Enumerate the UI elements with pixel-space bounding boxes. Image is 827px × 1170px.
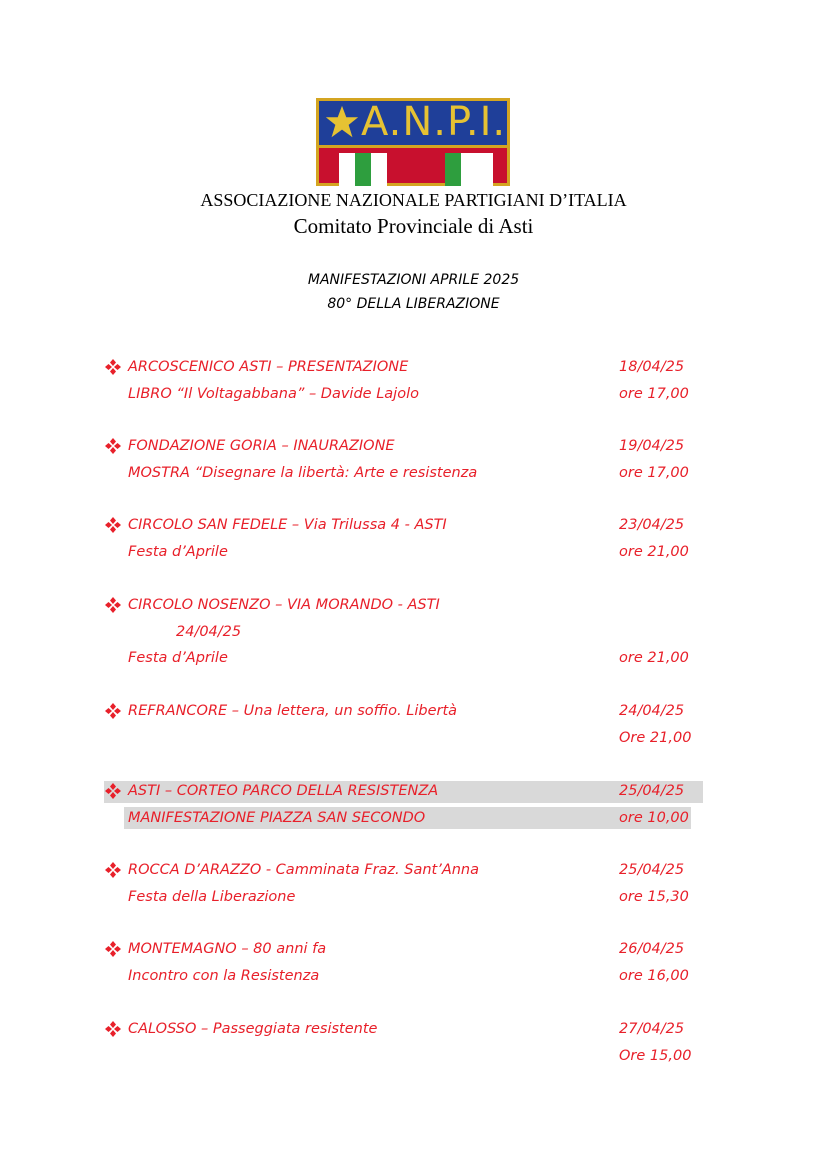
event-date: 25/04/25 <box>619 783 685 799</box>
event-detail: Festa d’Aprile <box>128 544 228 560</box>
document-title: MANIFESTAZIONI APRILE 2025 <box>307 272 520 288</box>
event-time: ore 21,00 <box>619 650 689 666</box>
event-date: 23/04/25 <box>619 517 685 533</box>
event-date: 27/04/25 <box>619 1021 685 1037</box>
event-title: ROCCA D’ARAZZO - Camminata Fraz. Sant’Anna <box>128 862 480 878</box>
event-title: CALOSSO – Passeggiata resistente <box>128 1021 378 1037</box>
event-title: CIRCOLO NOSENZO – VIA MORANDO - ASTI <box>128 597 440 613</box>
event-date: 18/04/25 <box>619 359 685 375</box>
star-icon <box>323 103 361 141</box>
committee-name: Comitato Provinciale di Asti <box>293 214 534 238</box>
event-date: 26/04/25 <box>619 941 685 957</box>
four-diamond-bullet-icon <box>104 516 122 534</box>
four-diamond-bullet-icon <box>104 782 122 800</box>
event-time: ore 10,00 <box>619 810 689 826</box>
four-diamond-bullet-icon <box>104 861 122 879</box>
four-diamond-bullet-icon <box>104 358 122 376</box>
event-time: Ore 21,00 <box>619 730 692 746</box>
event-time: ore 17,00 <box>619 465 689 481</box>
event-detail: Festa d’Aprile <box>128 650 228 666</box>
italian-flag-icon <box>339 153 387 186</box>
event-time: Ore 15,00 <box>619 1048 692 1064</box>
logo-text: A.N.P.I. <box>361 99 507 145</box>
organization-name: ASSOCIAZIONE NAZIONALE PARTIGIANI D’ITALIA <box>200 190 627 210</box>
four-diamond-bullet-icon <box>104 1020 122 1038</box>
logo-flag-band <box>319 145 507 183</box>
event-detail: Festa della Liberazione <box>128 889 296 905</box>
event-time: ore 21,00 <box>619 544 689 560</box>
event-title: REFRANCORE – Una lettera, un soffio. Libertà <box>128 703 458 719</box>
four-diamond-bullet-icon <box>104 702 122 720</box>
event-date: 25/04/25 <box>619 862 685 878</box>
anpi-logo <box>316 98 510 186</box>
italian-flag-icon <box>445 153 493 186</box>
event-detail: LIBRO “Il Voltagabbana” – Davide Lajolo <box>128 386 419 402</box>
event-date: 24/04/25 <box>176 624 242 640</box>
event-detail: MOSTRA “Disegnare la libertà: Arte e resistenza <box>128 465 478 481</box>
event-time: ore 17,00 <box>619 386 689 402</box>
event-date: 19/04/25 <box>619 438 685 454</box>
logo-top-band <box>319 101 507 145</box>
four-diamond-bullet-icon <box>104 596 122 614</box>
four-diamond-bullet-icon <box>104 940 122 958</box>
document-subtitle: 80° DELLA LIBERAZIONE <box>327 296 500 312</box>
event-detail: MANIFESTAZIONE PIAZZA SAN SECONDO <box>128 810 426 826</box>
event-time: ore 16,00 <box>619 968 689 984</box>
event-title: FONDAZIONE GORIA – INAURAZIONE <box>128 438 395 454</box>
four-diamond-bullet-icon <box>104 437 122 455</box>
event-title: CIRCOLO SAN FEDELE – Via Trilussa 4 - ASTI <box>128 517 447 533</box>
event-title: MONTEMAGNO – 80 anni fa <box>128 941 327 957</box>
event-title: ARCOSCENICO ASTI – PRESENTAZIONE <box>128 359 409 375</box>
event-date: 24/04/25 <box>619 703 685 719</box>
event-time: ore 15,30 <box>619 889 689 905</box>
event-title: ASTI – CORTEO PARCO DELLA RESISTENZA <box>128 783 439 799</box>
event-detail: Incontro con la Resistenza <box>128 968 320 984</box>
